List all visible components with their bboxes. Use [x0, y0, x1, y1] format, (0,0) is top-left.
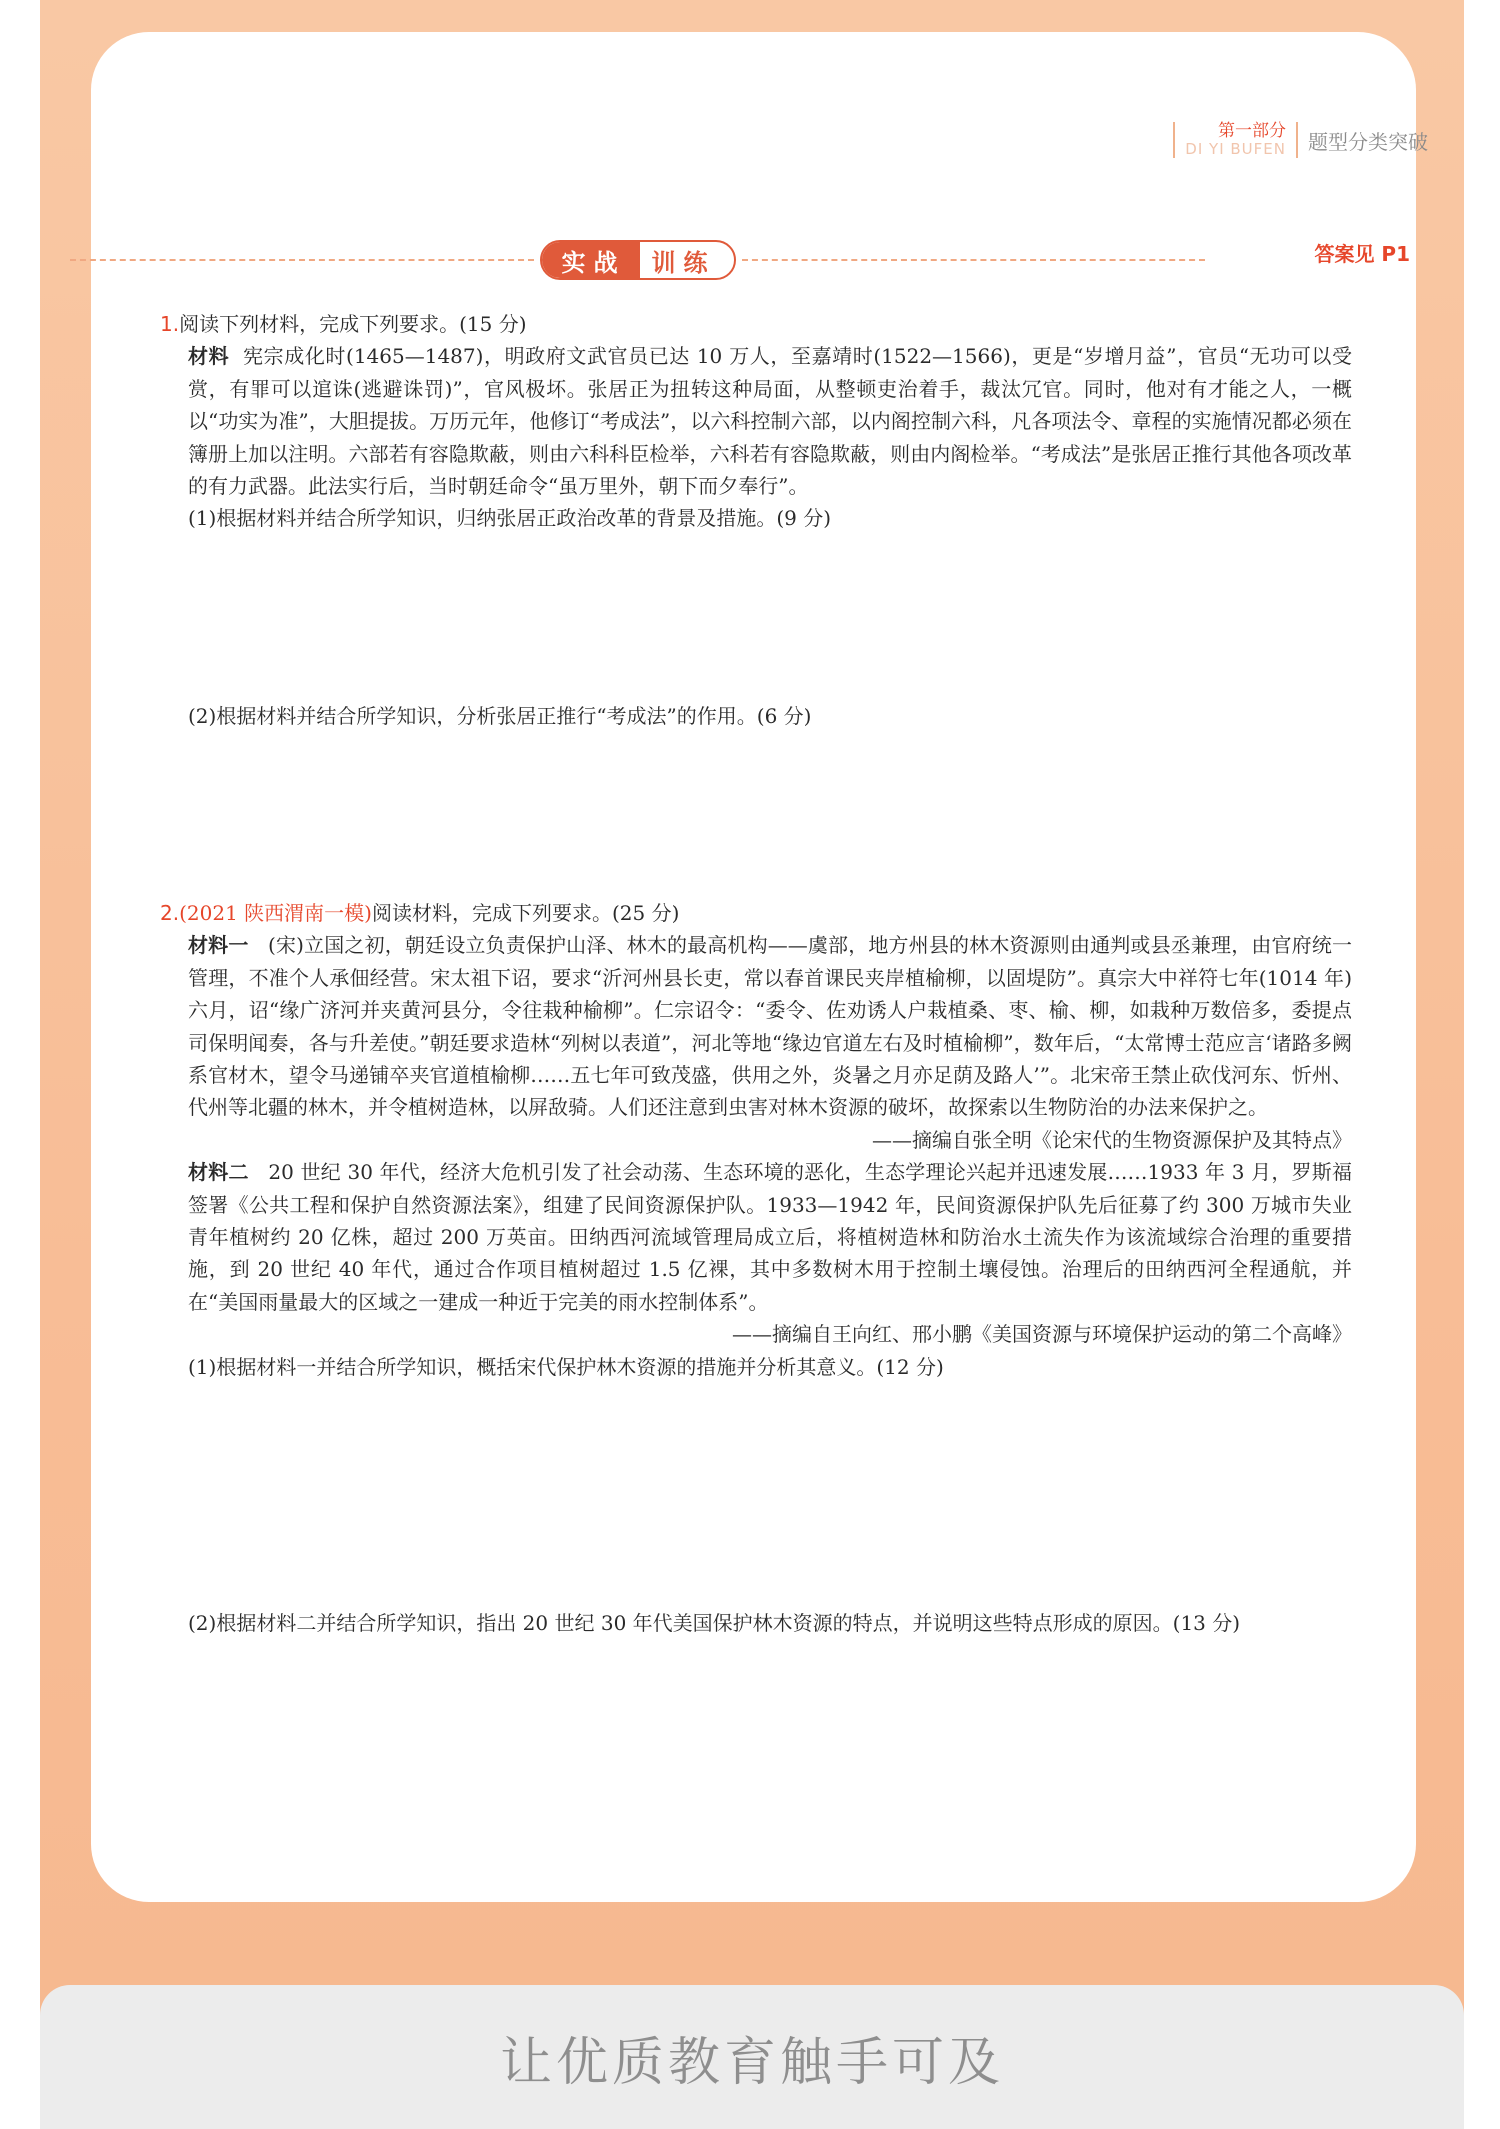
question-1-sub-1: (1)根据材料并结合所学知识，归纳张居正政治改革的背景及措施。(9 分) [188, 506, 832, 531]
question-2-sub-1: (1)根据材料一并结合所学知识，概括宋代保护林木资源的措施并分析其意义。(12 分) [188, 1354, 944, 1379]
page-header-tag [1163, 104, 1428, 176]
prompt-text: 阅读下列材料，完成下列要求。(15 分) [179, 312, 527, 336]
question-1-sub-2: (2)根据材料并结合所学知识，分析张居正推行“考成法”的作用。(6 分) [188, 704, 812, 728]
question-source: (2021 陕西渭南一模) [179, 901, 372, 925]
question-number: 2. [160, 901, 180, 925]
section-title: 题型分类突破 [1308, 129, 1428, 154]
header-divider [1173, 122, 1175, 158]
question-1-sub-2-block [160, 700, 1352, 732]
prompt-text: 阅读材料，完成下列要求。(25 分) [371, 901, 680, 925]
question-2-prompt [160, 897, 1352, 929]
question-1-prompt [160, 308, 1352, 340]
material-2 [160, 1156, 1352, 1318]
material-label: 材料 [188, 344, 230, 369]
answer-reference: 答案见 P1 [1314, 242, 1410, 266]
pill-right: 训练 [651, 248, 716, 277]
part-en: DI YI BUFEN [1185, 140, 1286, 159]
question-1 [160, 308, 1352, 535]
question-1-material [160, 340, 1352, 502]
part-label [1185, 122, 1286, 157]
question-2-sub-2-block [160, 1607, 1352, 1639]
material-label: 材料二 [188, 1160, 249, 1185]
question-2 [160, 897, 1352, 1383]
section-banner [70, 230, 1205, 290]
footer-slogan: 让优质教育触手可及 [40, 1985, 1464, 2129]
section-pill [540, 240, 736, 280]
material-text: (宋)立国之初，朝廷设立负责保护山泽、林木的最高机构——虞部，地方州县的林木资源则由通判或县丞兼理，由官府统一管理，不准个人承佃经营。宋太祖下诏，要求“沂河州县长吏，常以春首课民夹岸植榆柳，以固堤防”。真宗大中祥符七年(1014 年)六月，诏“缘广济河并夹黄河县分，令往栽种榆柳”。仁宗诏令：“委令、佐劝诱人户栽植桑、枣、榆、柳，如栽种万数倍多，委提点司保明闻奏，各与升差使。”朝廷要求造林“列树以表道”，河北等地“缘边官道左右及时植榆柳”，数年后，“太常博士范应言‘诸路多阙系官材木，望令马递铺卒夹官道植榆柳……五七年可致茂盛，供用之外，炎暑之月亦足荫及路人’”。北宋帝王禁止砍伐河东、忻州、代州等北疆的林木，并令植树造林，以屏敌骑。人们还注意到虫害对林木资源的破坏，故探索以生物防治的办法来保护之。 [188, 933, 1353, 1120]
material-2-citation: ——摘编自王向红、邢小鹏《美国资源与环境保护运动的第二个高峰》 [732, 1322, 1352, 1347]
material-label: 材料一 [188, 933, 249, 958]
material-1 [160, 929, 1352, 1123]
dotted-rule-left [70, 259, 534, 261]
material-1-citation: ——摘编自张全明《论宋代的生物资源保护及其特点》 [872, 1127, 1352, 1152]
pill-left: 实战 [542, 242, 640, 278]
material-text: 宪宗成化时(1465—1487)，明政府文武官员已达 10 万人，至嘉靖时(1522—1566)，更是“岁增月益”，官员“无功可以受赏，有罪可以逭诛(逃避诛罚)”，官风极坏。张居正为扭转这种局面，从整顿吏治着手，裁汰冗官。同时，他对有才能之人，一概以“功实为准”，大胆提拔。万历元年，他修订“考成法”，以六科控制六部，以内阁控制六科，凡各项法令、章程的实施情况都必须在簿册上加以注明。六部若有容隐欺蔽，则由六科科臣检举，六科若有容隐欺蔽，则由内阁检举。“考成法”是张居正推行其他各项改革的有力武器。此法实行后，当时朝廷命令“虽万里外，朝下而夕奉行”。 [188, 344, 1352, 499]
material-text: 20 世纪 30 年代，经济大危机引发了社会动荡、生态环境的恶化，生态学理论兴起并迅速发展……1933 年 3 月，罗斯福签署《公共工程和保护自然资源法案》，组建了民间资源保护队。1933—1942 年，民间资源保护队先后征募了约 300 万城市失业青年植树约 20 亿株，超过 200 万英亩。田纳西河流域管理局成立后，将植树造林和防治水土流失作为该流域综合治理的重要措施，到 20 世纪 40 年代，通过合作项目植树超过 1.5 亿裸，其中多数树木用于控制土壤侵蚀。治理后的田纳西河全程通航，并在“美国雨量最大的区域之一建成一种近于完美的雨水控制体系”。 [188, 1160, 1353, 1314]
question-number: 1. [160, 312, 180, 336]
part-cn: 第一部分 [1218, 121, 1286, 142]
header-divider [1296, 122, 1298, 158]
dotted-rule-right [742, 259, 1206, 261]
question-2-sub-2: (2)根据材料二并结合所学知识，指出 20 世纪 30 年代美国保护林木资源的特点，并说明这些特点形成的原因。(13 分) [188, 1611, 1241, 1635]
